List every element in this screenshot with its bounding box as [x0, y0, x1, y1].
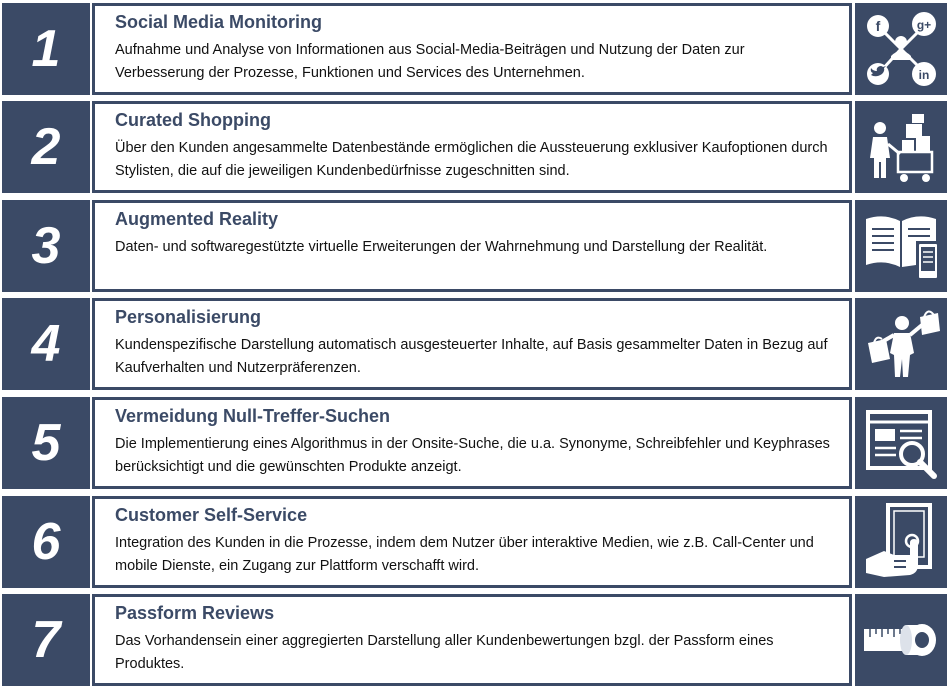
item-box [92, 397, 852, 489]
item-number: 3 [2, 200, 90, 292]
item-title: Curated Shopping [115, 110, 271, 130]
book-tablet-icon [855, 200, 947, 292]
google-plus-icon: g+ [916, 18, 932, 32]
item-number: 4 [2, 298, 90, 390]
item-box [92, 3, 852, 95]
item-number: 1 [2, 3, 90, 95]
person-shopping-bags-icon [855, 298, 947, 390]
measuring-tape-icon [855, 594, 947, 686]
item-title: Vermeidung Null-Treffer-Suchen [115, 406, 391, 426]
item-box [92, 101, 852, 193]
item-box [92, 298, 852, 390]
facebook-icon: f [875, 18, 881, 34]
item-description: Integration des Kunden in die Prozesse, indem dem Nutzer über interaktive Medien, wie z.B. Call-Center und mobile Dienste, ein Zugang zur Plattform verschafft wird. [115, 535, 814, 574]
item-number: 6 [2, 496, 90, 588]
list-item [0, 298, 950, 390]
search-document-icon [855, 397, 947, 489]
item-description: Aufnahme und Analyse von Informationen aus Social-Media-Beiträgen und Nutzung der Daten zur Verbesserung der Prozesse, Funktionen und Services des Unternehmen. [115, 42, 745, 81]
item-number: 2 [2, 101, 90, 193]
item-description: Über den Kunden angesammelte Datenbestände ermöglichen die Aussteuerung exklusiver Kaufoptionen durch Stylisten, die auf die jeweiligen Kundenbedürfnisse zugeschnitten sind. [115, 140, 828, 179]
shopping-cart-person-icon [855, 101, 947, 193]
list-item [0, 3, 950, 95]
social-network-icon [855, 3, 947, 95]
list-item [0, 397, 950, 489]
list-item [0, 101, 950, 193]
item-box [92, 594, 852, 686]
item-box [92, 200, 852, 292]
list-item [0, 496, 950, 588]
item-description: Daten- und softwaregestützte virtuelle Erweiterungen der Wahrnehmung und Darstellung der Realität. [115, 239, 768, 255]
item-title: Personalisierung [115, 307, 262, 327]
item-title: Customer Self-Service [115, 505, 308, 525]
touch-screen-hand-icon [855, 496, 947, 588]
item-title: Social Media Monitoring [115, 12, 323, 32]
item-description: Die Implementierung eines Algorithmus in der Onsite-Suche, die u.a. Synonyme, Schreibfehler und Keyphrases berücksichtigt und die gewünschten Produkte anzeigt. [115, 436, 830, 475]
item-description: Das Vorhandensein einer aggregierten Darstellung aller Kundenbewertungen bzgl. der Passform eines Produktes. [115, 633, 774, 672]
item-box [92, 496, 852, 588]
item-number: 5 [2, 397, 90, 489]
item-number: 7 [2, 594, 90, 686]
item-description: Kundenspezifische Darstellung automatisch ausgesteuerter Inhalte, auf Basis gesammelter Daten in Bezug auf Kaufverhalten und Nutzerpräferenzen. [115, 337, 828, 376]
list-item [0, 200, 950, 292]
linkedin-icon: in [918, 68, 930, 82]
item-title: Augmented Reality [115, 209, 279, 229]
item-title: Passform Reviews [115, 603, 275, 623]
list-item [0, 594, 950, 686]
